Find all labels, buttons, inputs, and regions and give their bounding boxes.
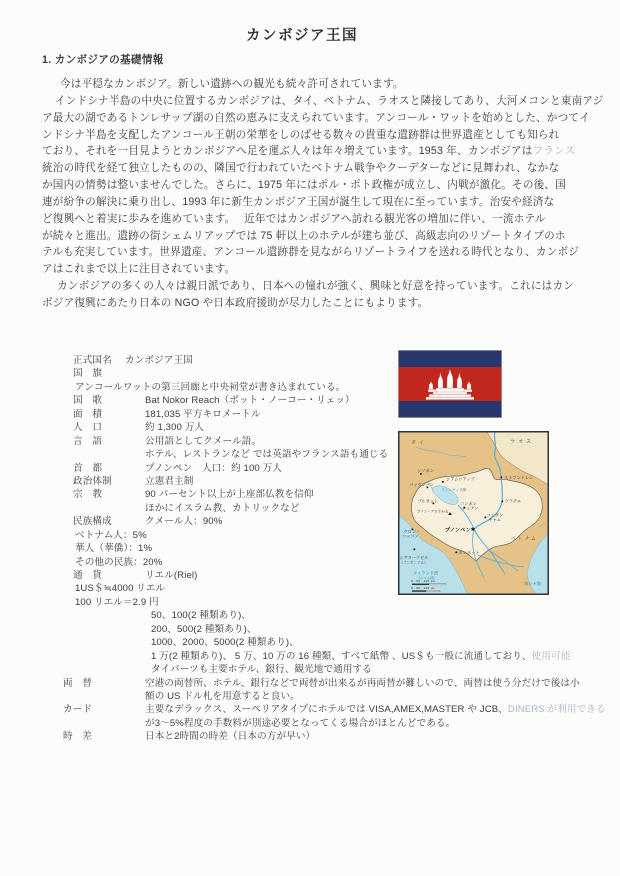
city-marker [456,552,458,554]
fact-row: ほかにイスラム教、カトリックなど [145,502,300,514]
fact-label: カード [63,704,93,716]
fact-row: 100 リエル＝2.9 円 [75,596,159,608]
map-label: プルサット [417,498,439,504]
fact-value: 公用語としてクメール語。 [145,435,262,447]
fact-row: 50、100(2 種類あり)、 [151,610,252,622]
fact-row: 1US＄≒4000 リエル [75,583,166,595]
cambodia-flag-image [398,350,502,418]
map-label: （シャム湾） [416,576,438,580]
fact-label: 両 替 [63,677,93,689]
fact-label: 民族構成 [73,516,112,528]
cambodia-map-image [398,431,549,595]
fact-row: ベトナム人：5% [75,529,147,541]
map-label: クラチエ [504,498,522,504]
fact-label: 国 旗 [73,368,103,380]
fact-row [0,354,620,367]
intro-line: 連が紛争の解決に乗り出し、1993 年に新生カンボジア王国が誕生して現在に至っています。治安や経済な [42,195,555,208]
map-label: シソポン [417,468,434,473]
fact-label: 正式国名 [73,355,112,366]
fact-value [145,704,606,715]
map-label: クロン・ [403,529,421,534]
intro-line: ンドシナ半島を支配したアンコール王朝の栄華をしのばせる数々の貴重な遺跡群は世界遺産としても知られ [42,128,560,141]
map-label: バッタンバン [409,482,434,487]
fact-value: リエル(Riel) [145,570,198,581]
fact-value: カンボジア王国 [125,355,193,366]
fact-value: 立憲君主制 [145,475,194,487]
page-title: カンボジア王国 [246,28,358,44]
fact-row: その他の民族：20% [75,556,163,568]
intro-line: ア最大の湖であるトンレサップ湖の自然の恵みに支えられています。アンコール・ワットを始めとした、かつてイ [42,111,590,124]
fact-value: 約 1,300 万人 [145,422,205,434]
fact-value: 空港の両替所、ホテル、銀行などで両替が出来るが再両替が難しいので、両替は使う分だけで後は小 [145,677,580,689]
intro-line: が続々と進出。遺跡の街シェムリアップでは 75 軒以上のホテルが建ち並び、高級志向のリゾートタイプのホ [42,229,566,242]
map-label: 南シナ海 [524,581,541,586]
city-marker [442,481,444,483]
map-label: （コンポンソム） [399,560,428,565]
fact-row: 200、500(2 種類あり)、 [151,623,257,635]
city-marker [420,473,422,475]
fact-label: 言 語 [73,435,103,447]
map-label: チャム [488,517,501,522]
fact-row: が3～5%程度の手数料が別途必要となってくる場合がほとんどである。 [145,717,456,729]
fact-label: 宗 教 [73,489,103,501]
fact-label: 通 貨 [73,570,103,581]
map-label: シアヌークビル [399,555,429,560]
fact-row [0,703,620,716]
fact-row [0,394,620,407]
section-heading: 1. カンボジアの基礎情報 [42,54,164,66]
intro-line: か国内の情勢は整いませんでした。さらに、1975 年にはポル・ポト政権が成立し、内戦が激化。その後、国 [42,179,567,192]
map-label: コッコン [402,533,419,539]
intro-line: 今は平穏なカンボジア。新しい遺跡への観光も続々許可されています。 [60,78,404,90]
fact-text: 主要なデラックス、スーペリアタイプにホテルでは VISA,AMEX,MASTER や JCB、 [145,704,508,716]
fact-row [0,650,620,663]
intro-line: ど復興へと着実に歩みを進めています。 近年ではカンボジアへ訪れる観光客の増加に伴い、一流ホテル [42,212,546,225]
map-label: シアムリアップ [446,476,475,482]
map-svg [398,431,549,595]
map-label: トンレサップ湖 [441,488,466,492]
map-label: ベトナム [511,537,538,542]
fact-value: プノンペン 人口：約 100 万人 [145,462,283,474]
fact-row: ホテル、レストランなど では英語やフランス語も通じる [145,449,389,461]
city-marker [501,477,503,479]
fact-value: 181,035 平方キロメートル [145,408,261,420]
fact-text: 1 万(2 種類あり)、 5 万、10 万の 16 種類、すべて紙幣 、US＄も一般に流通しており、 [151,650,532,662]
fact-value: 日本と2時間の時差（日本の方が早い） [145,731,316,743]
intro-faded-word: フランス [532,145,576,158]
intro-line: アはこれまで以上に注目されています。 [42,263,236,276]
fact-label: 国 歌 [73,395,103,407]
fact-row [0,730,620,743]
fact-value: Bat Nokor Reach（ボット・ノーコー・リェッ） [145,395,355,407]
map-label: コンポン [486,512,504,518]
intro-line: インドシナ半島の中央に位置するカンボジアは、タイ、ベトナム、ラオスと隣接してあり、大河メコンと東南アジ [55,94,604,107]
intro-line: ボジア復興にあたり日本の NGO や日本政府援助が尽力したことにもよります。 [42,296,429,309]
fact-row [0,367,620,380]
map-label: ストウントレン [504,475,534,480]
map-label: チュナン [462,505,479,511]
flag-svg [398,350,502,418]
fact-value: クメール人：90% [145,516,223,528]
fact-row: タイバーツも主要ホテル、銀行、観光地で通用する [151,664,372,676]
fact-value: 90 パーセント以上が上座部仏教を信仰 [145,489,314,501]
fact-label: 面 積 [73,408,103,420]
fact-faded-text: DINERS が利用できる [507,704,606,716]
fact-row [0,408,620,421]
fact-label: 人 口 [73,422,103,434]
intro-line: カンボジアの多くの人々は親日派であり、日本への憧れが強く、興味と好意を持っています。これにはカン [57,280,575,293]
fact-row: 額の US ドル札を用意すると良い。 [145,690,300,702]
city-marker [502,501,504,503]
intro-line: 統治の時代を経て独立したものの、隣国で行われていたベトナム戦争やクーデターなどに見舞われ、なかな [42,162,560,175]
map-scale-label: 0 50 100 km [411,579,436,584]
map-label: プノンペン [445,527,471,534]
fact-label: 時 差 [63,731,93,743]
fact-row [0,677,620,690]
intro-line: テルも充実しています。世界遺産、アンコール遺跡群を見ながらリゾートライフを送れる時代となり、カンボジ [42,246,580,259]
fact-row: アンコールワットの第三回廊と中央祠堂が書き込まれている。 [75,381,346,393]
intro-paragraph [42,76,604,312]
fact-label: 首 都 [73,462,103,474]
map-label: タイ [411,440,427,446]
map-label: ラオス [510,439,534,445]
map-label: カンポット [458,550,480,555]
intro-line-text: ており、それを一目見ようとカンボジアへ足を運ぶ人々は年々増えています。1953 年、カンボジアは [42,145,533,158]
map-label: プノン・アオラル山 [417,509,448,514]
map-scale-label: 0 50 100 mi [411,586,435,590]
map-label: コンポン [460,501,477,506]
fact-row: 華人（華僑）：1% [75,543,153,555]
fact-row: 1000、2000、5000(2 種類あり)、 [151,637,299,649]
fact-faded-text: 使用可能 [531,650,571,662]
map-label: タイランド湾 [413,570,439,576]
intro-line [42,143,598,160]
fact-label: 政治体制 [73,475,112,487]
city-marker [414,549,416,551]
